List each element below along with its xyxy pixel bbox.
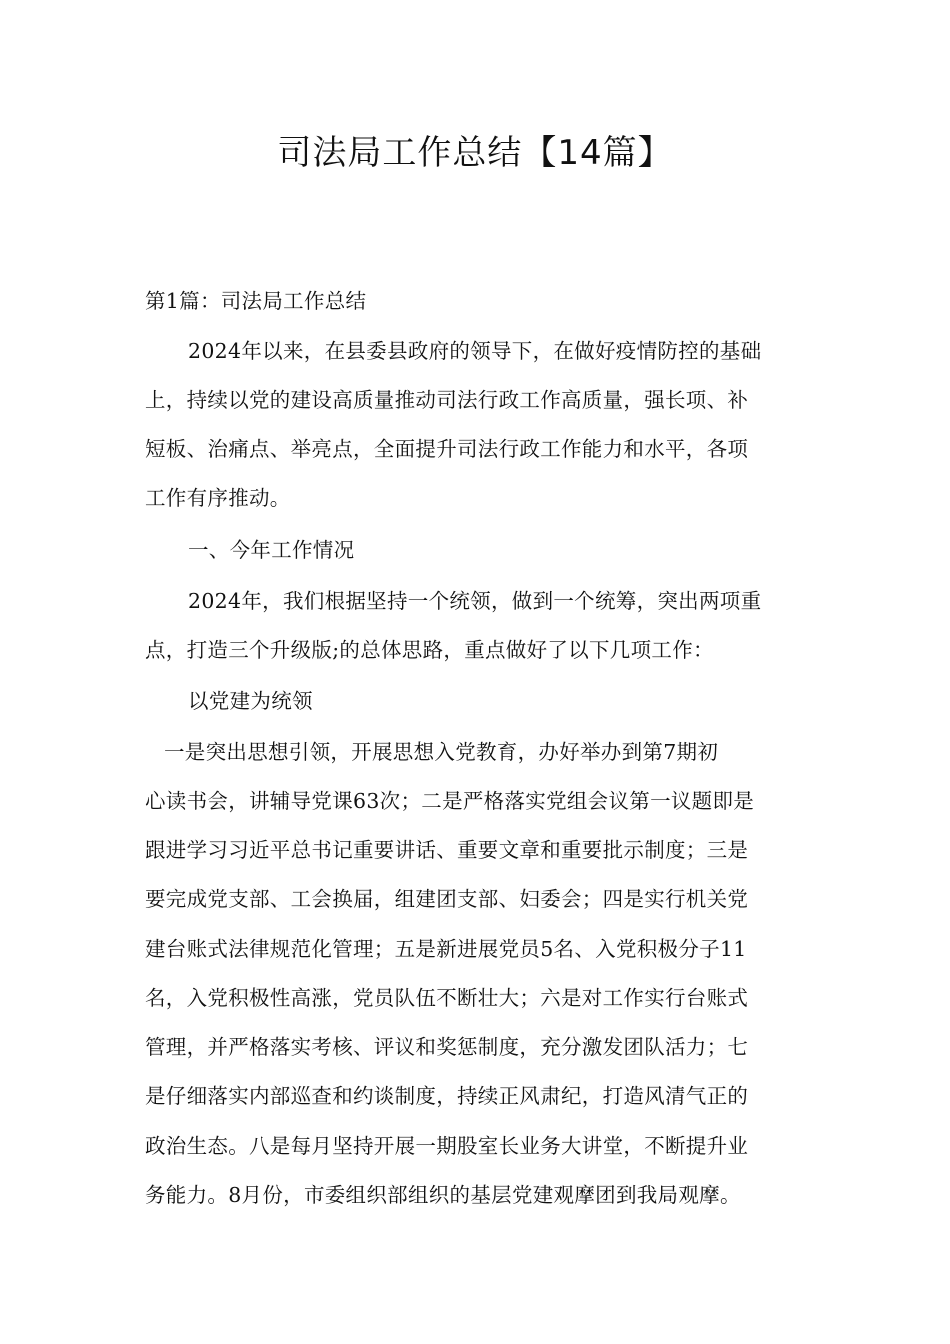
chapter-heading: 第1篇：司法局工作总结	[145, 289, 367, 313]
paragraph-line: 2024年以来，在县委县政府的领导下，在做好疫情防控的基础	[188, 339, 762, 363]
paragraph-line: 工作有序推动。	[145, 486, 291, 510]
section-heading: 一、今年工作情况	[188, 538, 355, 562]
paragraph-line: 名，入党积极性高涨，党员队伍不断壮大；六是对工作实行台账式	[145, 986, 749, 1010]
paragraph-line: 一是突出思想引领，开展思想入党教育，办好举办到第7期初	[164, 740, 719, 764]
paragraph-line: 上，持续以党的建设高质量推动司法行政工作高质量，强长项、补	[145, 388, 749, 412]
paragraph-line: 是仔细落实内部巡查和约谈制度，持续正风肃纪，打造风清气正的	[145, 1084, 749, 1108]
paragraph-line: 点，打造三个升级版;的总体思路，重点做好了以下几项工作：	[145, 638, 714, 662]
paragraph-line: 管理，并严格落实考核、评议和奖惩制度，充分激发团队活力；七	[145, 1035, 749, 1059]
paragraph-line: 2024年，我们根据坚持一个统领，做到一个统筹，突出两项重	[188, 589, 762, 613]
subsection-heading: 以党建为统领	[188, 689, 313, 713]
paragraph-line: 跟进学习习近平总书记重要讲话、重要文章和重要批示制度；三是	[145, 838, 749, 862]
paragraph-line: 心读书会，讲辅导党课63次；二是严格落实党组会议第一议题即是	[145, 789, 755, 813]
paragraph-line: 建台账式法律规范化管理；五是新进展党员5名、入党积极分子11	[145, 937, 747, 961]
paragraph-line: 务能力。8月份，市委组织部组织的基层党建观摩团到我局观摩。	[145, 1183, 741, 1207]
paragraph-line: 政治生态。八是每月坚持开展一期股室长业务大讲堂，不断提升业	[145, 1134, 749, 1158]
document-title: 司法局工作总结【14篇】	[277, 133, 673, 173]
paragraph-line: 要完成党支部、工会换届，组建团支部、妇委会；四是实行机关党	[145, 887, 749, 911]
paragraph-line: 短板、治痛点、举亮点，全面提升司法行政工作能力和水平，各项	[145, 437, 749, 461]
